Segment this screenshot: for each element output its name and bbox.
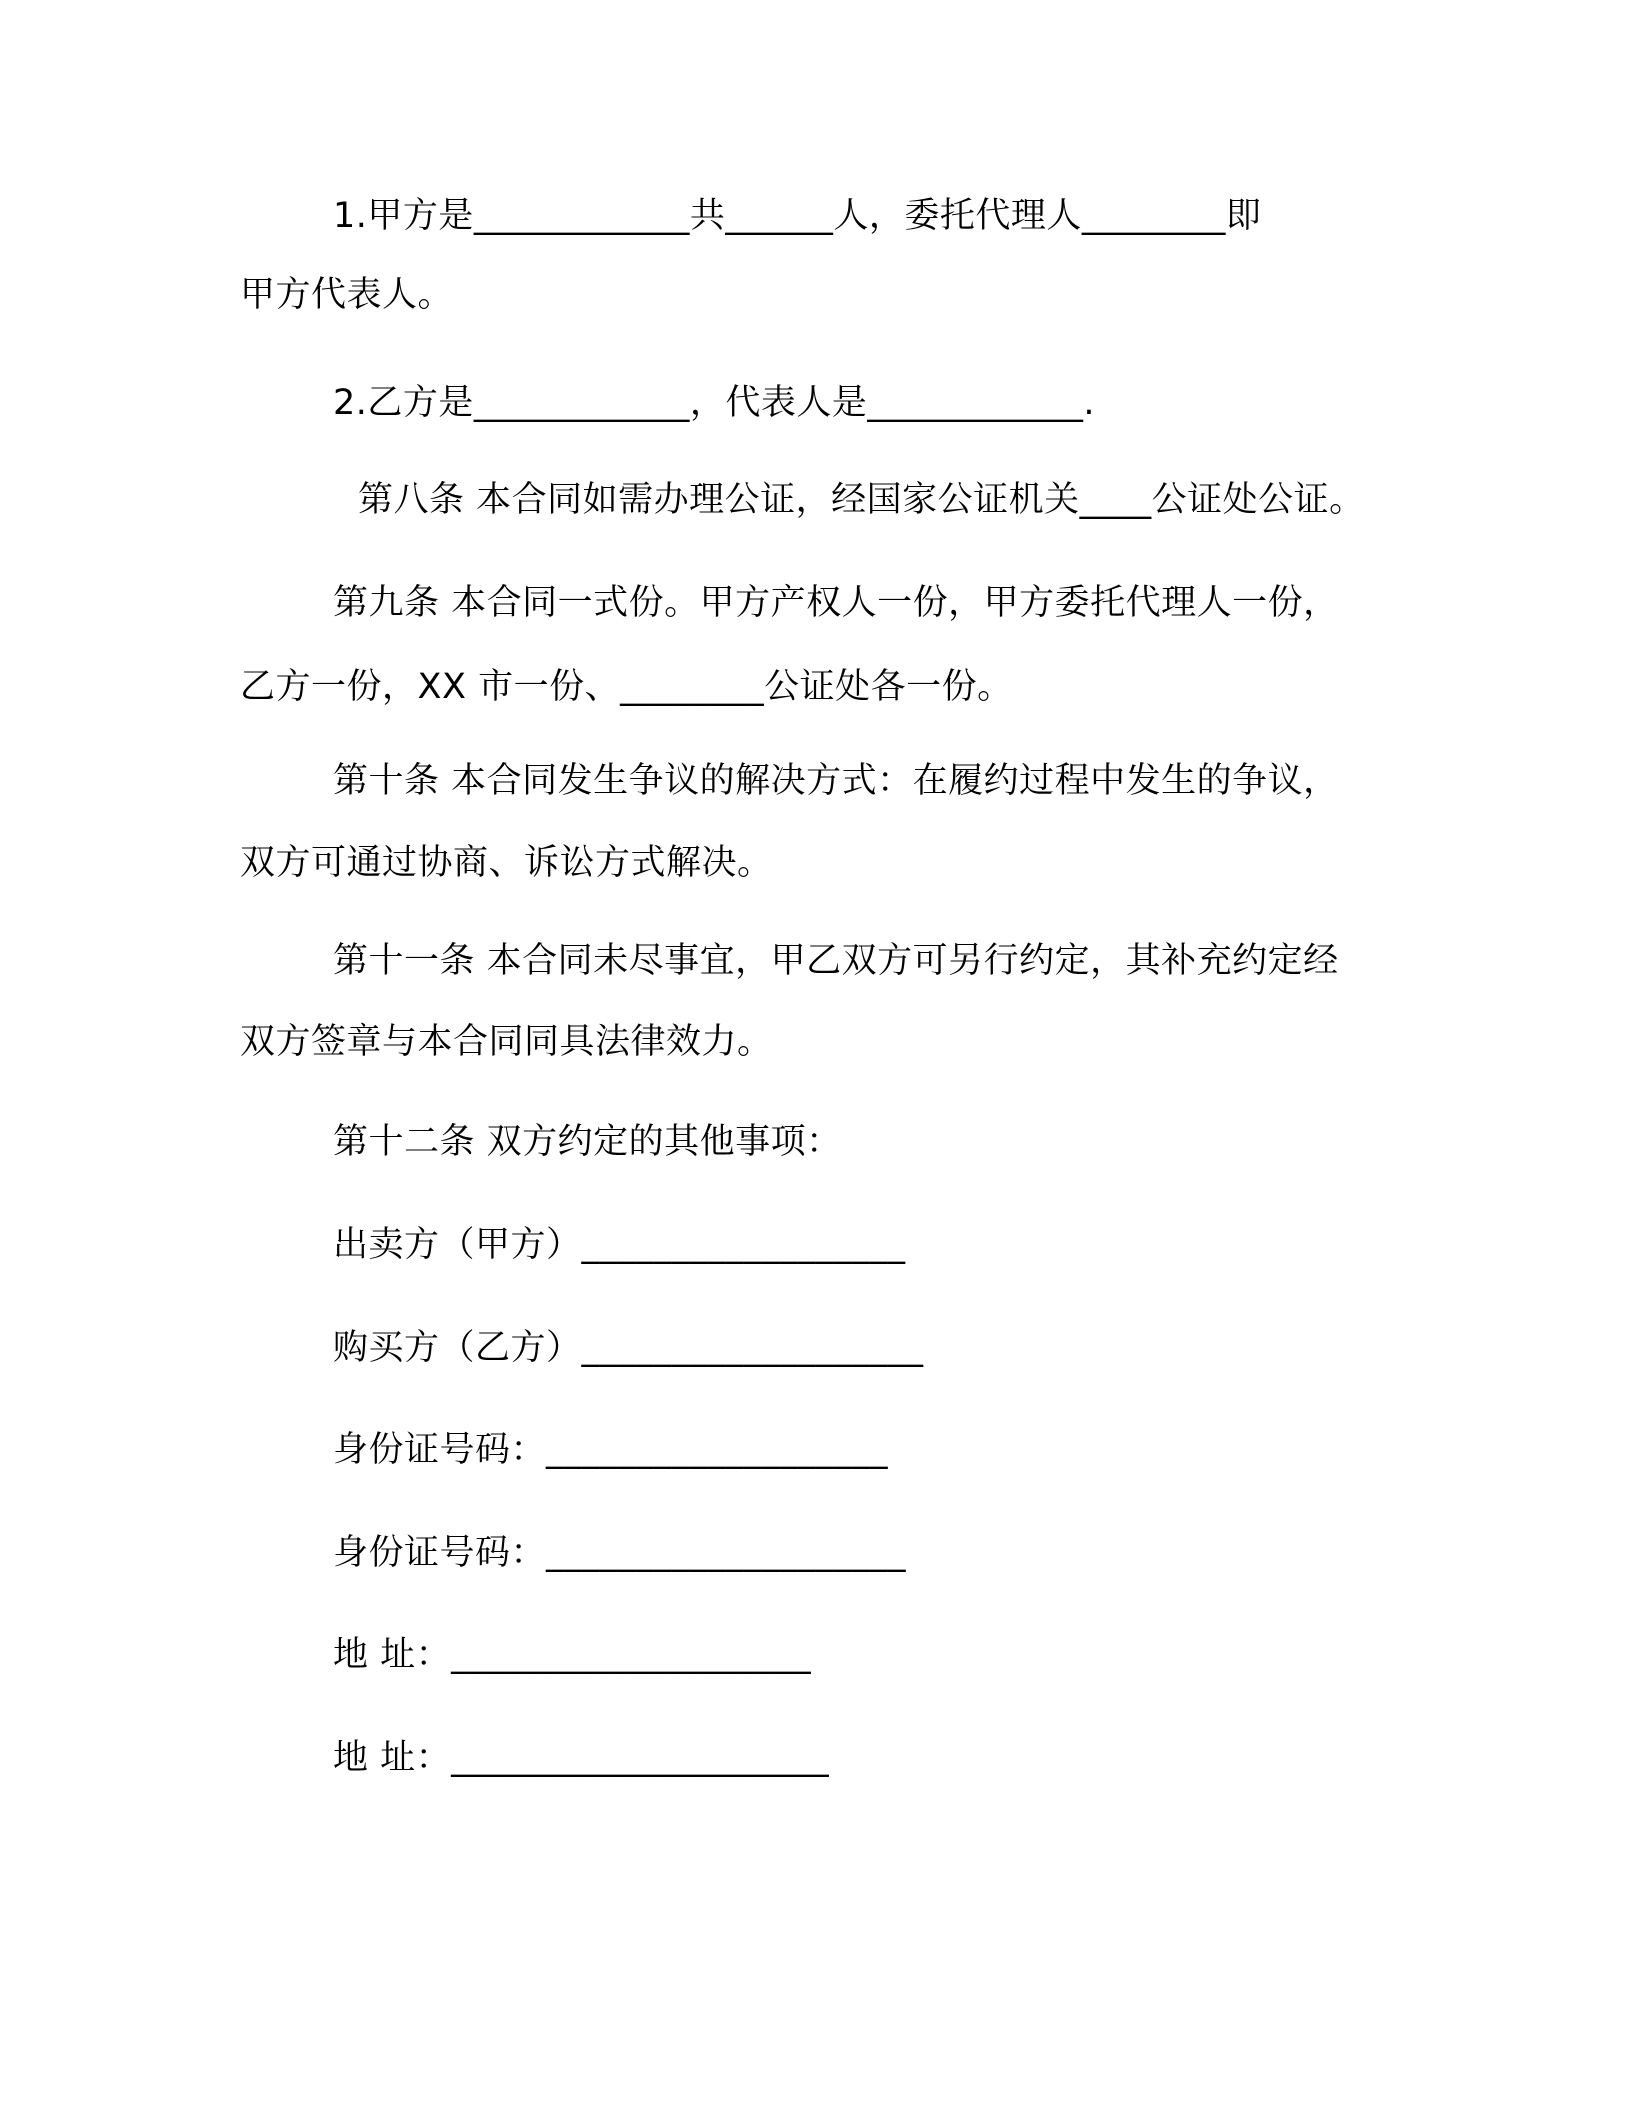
article-11-line-1: 第十一条 本合同未尽事宜，甲乙双方可另行约定，其补充约定经 [333, 941, 1339, 981]
article-10-line-1: 第十条 本合同发生争议的解决方式：在履约过程中发生的争议， [333, 761, 1339, 801]
article-9-line-1: 第九条 本合同一式份。甲方产权人一份，甲方委托代理人一份， [333, 583, 1339, 623]
id-number-line-1: 身份证号码：___________________ [333, 1430, 889, 1470]
id-number-line-2: 身份证号码：____________________ [333, 1533, 907, 1573]
article-12: 第十二条 双方约定的其他事项： [333, 1122, 842, 1162]
article-10-line-2: 双方可通过协商、诉讼方式解决。 [240, 843, 773, 883]
clause-party-a-line: 1.甲方是____________共______人，委托代理人________即 [333, 196, 1262, 236]
address-line-1: 地 址：____________________ [333, 1635, 812, 1675]
article-9-line-2: 乙方一份，XX 市一份、________公证处各一份。 [240, 667, 1013, 707]
article-11-line-2: 双方签章与本合同同具法律效力。 [240, 1022, 773, 1062]
article-8: 第八条 本合同如需办理公证，经国家公证机关____公证处公证。 [358, 480, 1365, 520]
address-line-2: 地 址：_____________________ [333, 1738, 830, 1778]
buyer-signature-line: 购买方（乙方）___________________ [333, 1328, 924, 1368]
clause-party-b-line: 2.乙方是____________，代表人是____________. [333, 383, 1096, 423]
clause-party-a-continued: 甲方代表人。 [240, 275, 454, 315]
seller-signature-line: 出卖方（甲方）__________________ [333, 1225, 906, 1265]
